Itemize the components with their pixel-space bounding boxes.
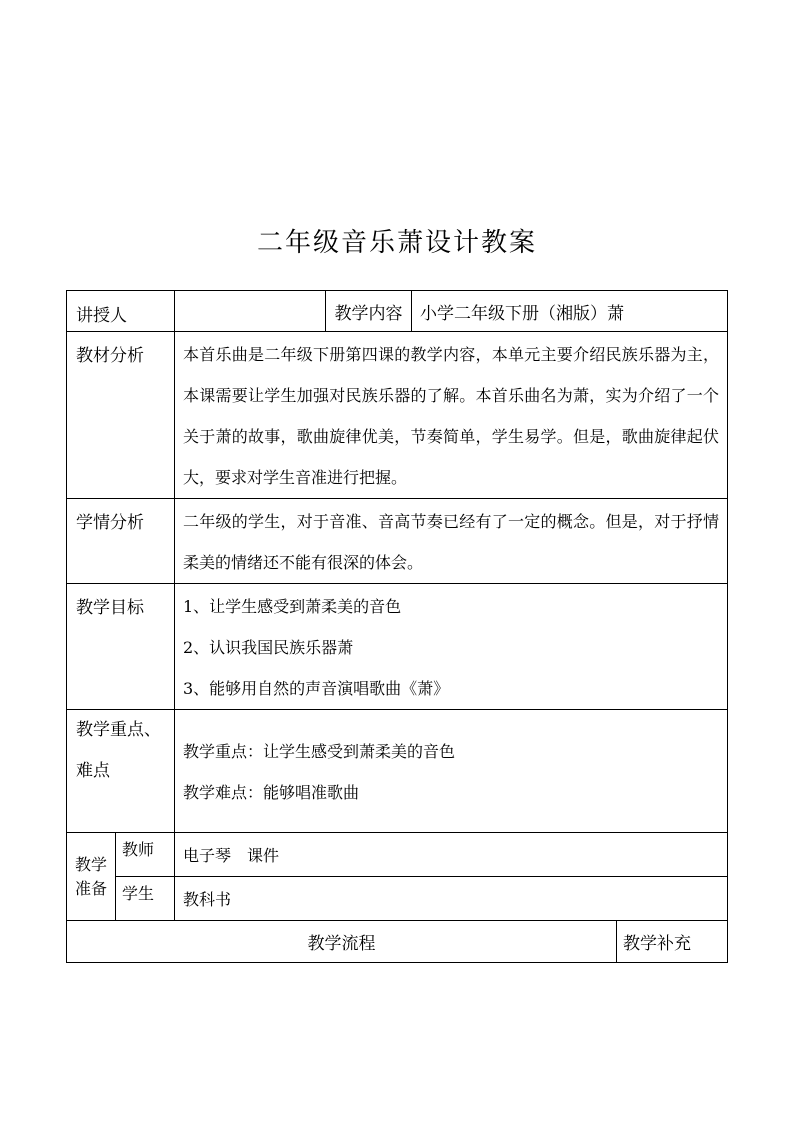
supplement-label: 教学补充 [617,921,728,963]
row-prep-teacher [67,833,728,877]
material-text: 本首乐曲是二年级下册第四课的教学内容，本单元主要介绍民族乐器为主，本课需要让学生加强对民族乐器的了解。本首乐曲名为萧，实为介绍了一个关于萧的故事，歌曲旋律优美，节奏简单，学生易学。但是，歌曲旋律起伏大，要求对学生音准进行把握。 [175,332,728,499]
lesson-plan-table [66,290,728,963]
row-focus [67,710,728,833]
flow-label: 教学流程 [67,921,617,963]
content-label: 教学内容 [326,291,412,332]
goals-list [175,584,728,710]
key-point: 教学重点：让学生感受到萧柔美的音色 [183,742,456,761]
row-lecturer [67,291,728,332]
row-material [67,332,728,499]
goal-item: 1、让学生感受到萧柔美的音色 [183,597,402,616]
material-label: 教材分析 [67,332,175,499]
goal-item: 2、认识我国民族乐器萧 [183,638,354,657]
row-learners [67,499,728,584]
prep-teacher-label: 教师 [116,833,175,877]
goal-item: 3、能够用自然的声音演唱歌曲《萧》 [183,679,450,698]
content-value: 小学二年级下册（湘版）萧 [412,291,728,332]
learners-text: 二年级的学生，对于音准、音高节奏已经有了一定的概念。但是，对于抒情柔美的情绪还不能有很深的体会。 [175,499,728,584]
prep-label: 教学准备 [67,833,116,921]
difficulty-point: 教学难点：能够唱准歌曲 [183,783,360,802]
row-flow [67,921,728,963]
goals-label: 教学目标 [67,584,175,710]
prep-student-label: 学生 [116,877,175,921]
prep-teacher-value: 电子琴 课件 [175,833,728,877]
lecturer-value [175,291,326,332]
focus-label: 教学重点、难点 [67,710,175,833]
prep-student-value: 教科书 [175,877,728,921]
lecturer-label: 讲授人 [67,291,175,332]
row-goals [67,584,728,710]
focus-text [175,710,728,833]
row-prep-student [67,877,728,921]
learners-label: 学情分析 [67,499,175,584]
page-title: 二年级音乐萧设计教案 [256,228,537,258]
